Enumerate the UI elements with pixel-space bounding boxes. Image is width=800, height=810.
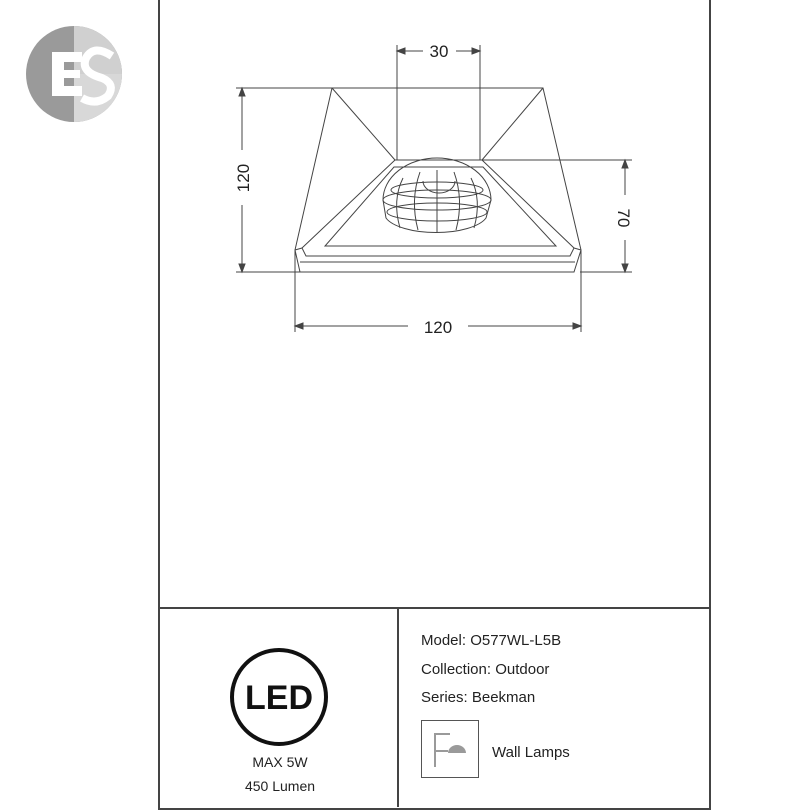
info-divider-horizontal [158, 607, 711, 609]
model-text: Model: O577WL-L5B [421, 632, 562, 649]
max-power-text: MAX 5W [252, 754, 308, 770]
product-type-label: Wall Lamps [492, 744, 570, 761]
info-divider-vertical [397, 607, 399, 807]
led-badge-text: LED [245, 679, 313, 717]
led-badge-icon [229, 647, 329, 747]
dimension-right-label: 70 [614, 208, 633, 228]
dimension-bottom-label: 120 [423, 318, 453, 337]
es-brand-logo-icon [24, 24, 124, 124]
series-text: Series: Beekman [421, 689, 536, 706]
dimension-top-label: 30 [429, 42, 449, 61]
dimension-left-label: 120 [234, 163, 253, 193]
collection-text: Collection: Outdoor [421, 661, 550, 678]
technical-drawing [220, 30, 660, 350]
lumen-text: 450 Lumen [244, 778, 316, 794]
wall-lamp-icon [421, 720, 479, 778]
